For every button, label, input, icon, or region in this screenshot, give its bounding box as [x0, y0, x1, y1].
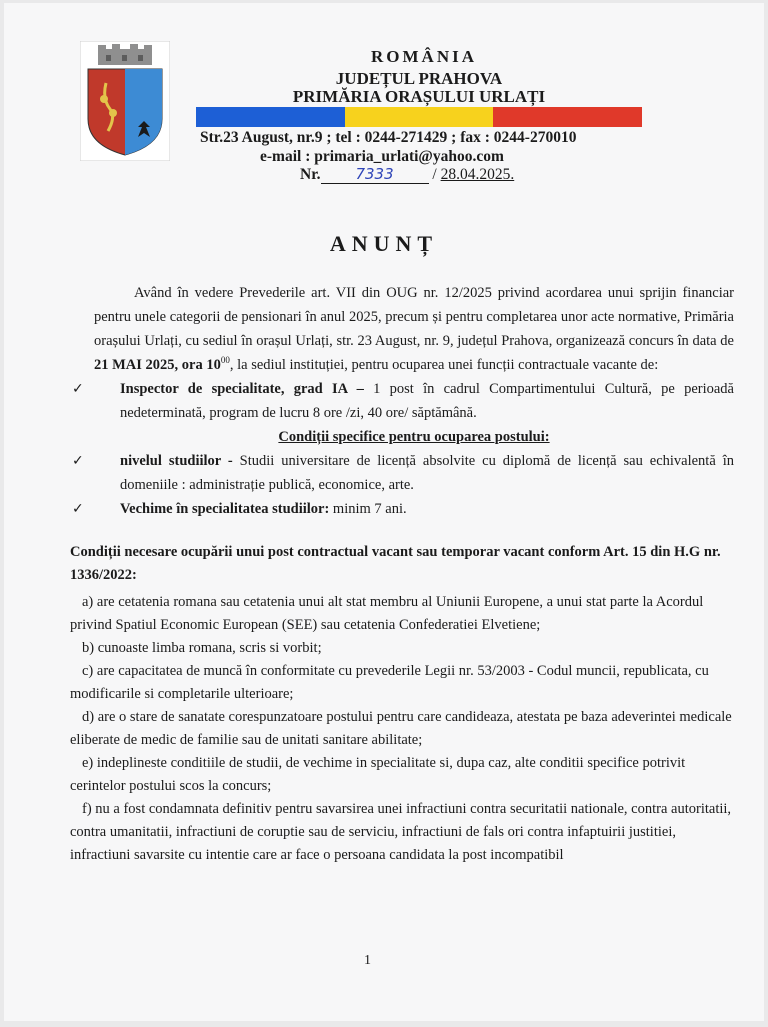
position-item: [72, 377, 734, 425]
seniority-label: Vechime în specialitatea studiilor:: [120, 501, 330, 517]
contact-address-line: Str.23 August, nr.9 ; tel : 0244-271429 ; fax : 0244-270010: [200, 129, 577, 146]
coat-of-arms-icon: [80, 41, 170, 161]
checkmark-icon: ✓: [72, 501, 84, 517]
header-county: JUDEȚUL PRAHOVA: [335, 69, 503, 88]
document-body: [70, 281, 734, 867]
header-country: ROMÂNIA: [371, 47, 477, 66]
intro-paragraph: [94, 281, 734, 377]
condition-item: d) are o stare de sanatate corespunzatoare postului pentru care candideaza, atestata pe baza adeverintei medicale eliberate de medic de familie sau de unitati sanitare abilitate;: [70, 709, 732, 748]
position-details: 1 post în cadrul Compartimentului Cultură, pe perioadă nedeterminată, program de lucru 8 ore /zi, 40 ore/ săptămână.: [120, 381, 734, 421]
education-item: [72, 449, 734, 497]
seniority-item: [72, 497, 734, 521]
seniority-details: minim 7 ani.: [329, 501, 407, 517]
education-label: nivelul studiilor -: [120, 453, 233, 469]
page-number: 1: [364, 953, 371, 968]
registration-number-value: 7333: [321, 165, 429, 184]
header-office: PRIMĂRIA ORAȘULUI URLAȚI: [292, 87, 546, 106]
checkmark-icon: ✓: [72, 381, 84, 397]
contest-date: 21 MAI 2025, ora 10: [94, 357, 221, 373]
page-title: ANUNȚ: [329, 231, 439, 256]
condition-item: f) nu a fost condamnata definitiv pentru savarsirea unei infractiuni contra securitatii nationale, contra autoritatii, contra umanitatii, infractiuni de coruptie sau de serviciu, infractiuni de fals ori contra infaptuirii justitiei, infractiuni savarsite cu intentie care ar face o persoana candidata la post incompatibil: [70, 801, 732, 863]
tricolor-flag-bar: [196, 107, 642, 127]
condition-item: a) are cetatenia romana sau cetatenia unui alt stat membru al Uniunii Europene, a unui stat parte la Acordul privind Spatiul Economic European (SEE) sau cetatenia Confederatiei Elvetiene;: [70, 594, 704, 633]
condition-item: b) cunoaste limba romana, scris si vorbit;: [82, 640, 322, 656]
checkmark-icon: ✓: [72, 453, 84, 469]
contest-time-superscript: 00: [220, 355, 230, 366]
registration-number-label: Nr.: [300, 166, 321, 183]
specific-conditions-heading: Condiții specifice pentru ocuparea postului:: [278, 429, 550, 445]
intro-text-end: , la sediul instituției, pentru ocuparea unei funcții contractuale vacante de:: [229, 357, 659, 373]
registration-number: Nr. 7333 / 28.04.2025.: [300, 165, 515, 183]
condition-item: e) indeplineste conditiile de studii, de vechime in specialitate si, dupa caz, alte conditii specifice potrivit cerintelor postului scos la concurs;: [70, 755, 686, 794]
education-details: Studii universitare de licență absolvite cu diplomă de licență sau echivalentă în domeniile : administrație publică, economice, arte.: [120, 453, 734, 493]
intro-text: Având în vedere Prevederile art. VII din OUG nr. 12/2025 privind acordarea unui sprijin financiar pentru unele categorii de pensionari în anul 2025, precum și pentru completarea unor acte normative, Primăria orașului Urlați, cu sediul în orașul Urlați, str. 23 August, nr. 9, județul Prahova, organizează concurs în data de: [94, 285, 734, 349]
document-date: 28.04.2025.: [440, 166, 515, 183]
condition-item: c) are capacitatea de muncă în conformitate cu prevederile Legii nr. 53/2003 - Codul muncii, republicata, cu modificarile si completarile ulterioare;: [70, 663, 709, 702]
contact-email-line: e-mail : primaria_urlati@yahoo.com: [260, 148, 504, 165]
position-title: Inspector de specialitate, grad IA –: [120, 381, 364, 397]
general-conditions-heading: Condiții necesare ocupării unui post contractual vacant sau temporar vacant conform Art. 15 din H.G nr. 1336/2022:: [70, 544, 721, 583]
document-page: [4, 3, 764, 1021]
